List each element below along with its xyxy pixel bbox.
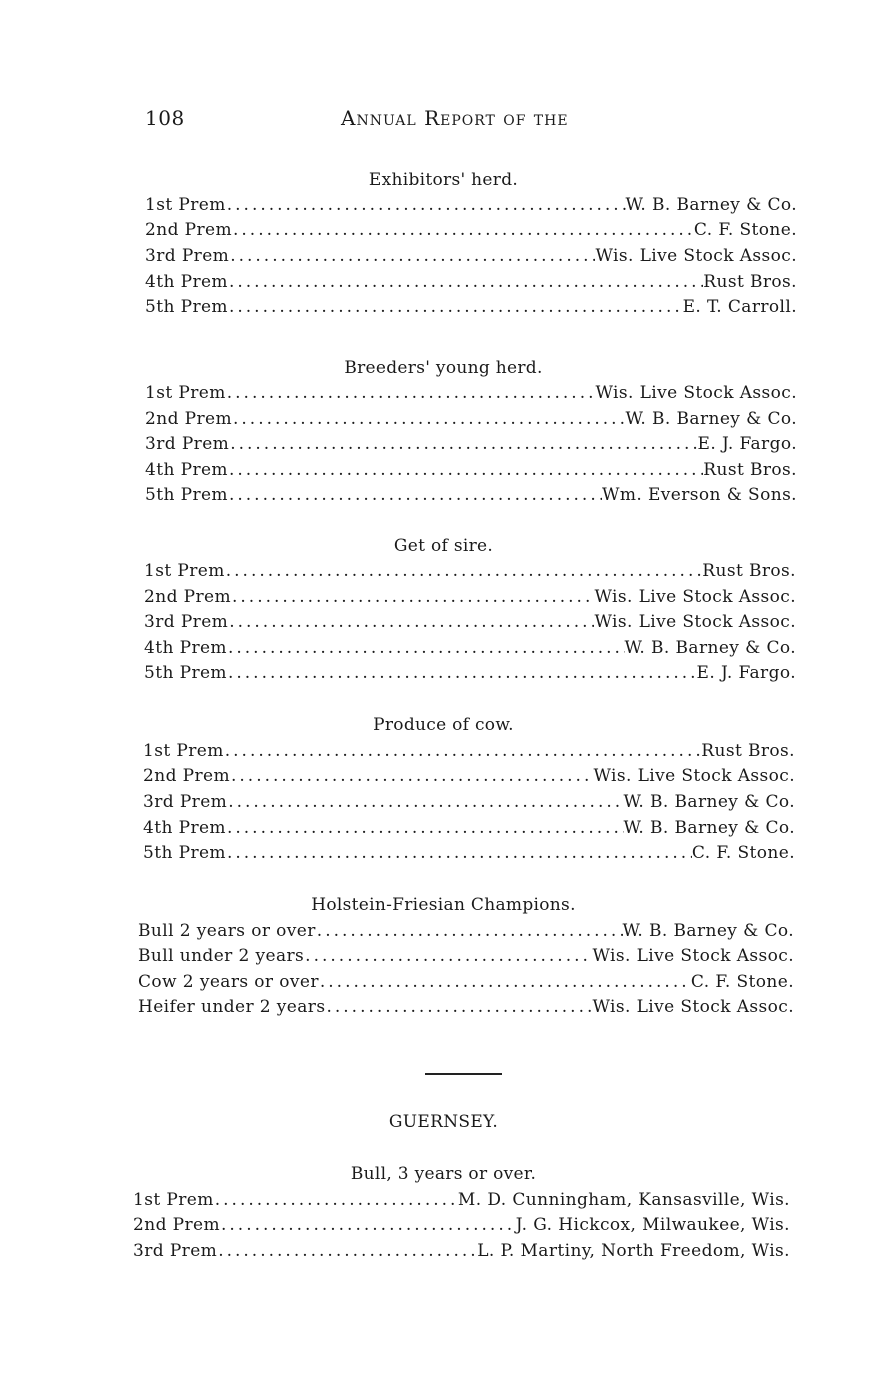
list-item: 4th Prem ..... Rust Bros. (145, 272, 797, 296)
section-heading-breeders-young-herd: Breeders' young herd. (344, 358, 543, 378)
section-heading-holstein-friesian-champions: Holstein-Friesian Champions. (311, 895, 576, 915)
list-item: 2nd Prem ..... W. B. Barney & Co. (145, 409, 797, 433)
running-title: Annual Report of the (341, 106, 569, 130)
section-heading-exhibitors-herd: Exhibitors' herd. (368, 170, 519, 190)
list-item: 5th Prem ..... Wm. Everson & Sons. (145, 485, 797, 509)
list-item: 4th Prem ..... W. B. Barney & Co. (144, 638, 796, 662)
list-item: 4th Prem ..... W. B. Barney & Co. (143, 818, 795, 842)
list-item: Cow 2 years or over ..... C. F. Stone. (138, 972, 794, 996)
list-item: 1st Prem ..... W. B. Barney & Co. (145, 195, 797, 219)
list-item: 2nd Prem ..... C. F. Stone. (145, 220, 797, 244)
list-item: 1st Prem ..... M. D. Cunningham, Kansasville, Wis. (133, 1190, 790, 1214)
section-heading-produce-of-cow: Produce of cow. (373, 715, 514, 735)
list-item: 3rd Prem ..... E. J. Fargo. (145, 434, 797, 458)
list-item: 2nd Prem ..... Wis. Live Stock Assoc. (143, 766, 795, 790)
list-item: Heifer under 2 years ..... Wis. Live Stock Assoc. (138, 997, 794, 1021)
list-item: 5th Prem ..... E. J. Fargo. (144, 663, 796, 687)
list-item: Bull under 2 years ..... Wis. Live Stock Assoc. (138, 946, 794, 970)
list-item: 5th Prem ..... C. F. Stone. (143, 843, 795, 867)
list-item: 3rd Prem ..... Wis. Live Stock Assoc. (145, 246, 797, 270)
list-item: 1st Prem ..... Rust Bros. (143, 741, 795, 765)
section-heading-get-of-sire: Get of sire. (393, 536, 494, 556)
page-number: 108 (145, 106, 185, 130)
section-heading-bull-3-years: Bull, 3 years or over. (350, 1164, 537, 1184)
list-item: 3rd Prem ..... W. B. Barney & Co. (143, 792, 795, 816)
list-item: 3rd Prem ..... Wis. Live Stock Assoc. (144, 612, 796, 636)
list-item: 2nd Prem ..... J. G. Hickcox, Milwaukee, Wis. (133, 1215, 790, 1239)
list-item: Bull 2 years or over ..... W. B. Barney & Co. (138, 921, 794, 945)
list-item: 3rd Prem ..... L. P. Martiny, North Freedom, Wis. (133, 1241, 790, 1265)
list-item: 1st Prem ..... Rust Bros. (144, 561, 796, 585)
list-item: 5th Prem ..... E. T. Carroll. (145, 297, 797, 321)
section-divider-rule (425, 1073, 502, 1075)
list-item: 2nd Prem ..... Wis. Live Stock Assoc. (144, 587, 796, 611)
list-item: 4th Prem ..... Rust Bros. (145, 460, 797, 484)
list-item: 1st Prem ..... Wis. Live Stock Assoc. (145, 383, 797, 407)
running-head (145, 106, 805, 134)
breed-heading-guernsey: GUERNSEY. (388, 1112, 499, 1132)
